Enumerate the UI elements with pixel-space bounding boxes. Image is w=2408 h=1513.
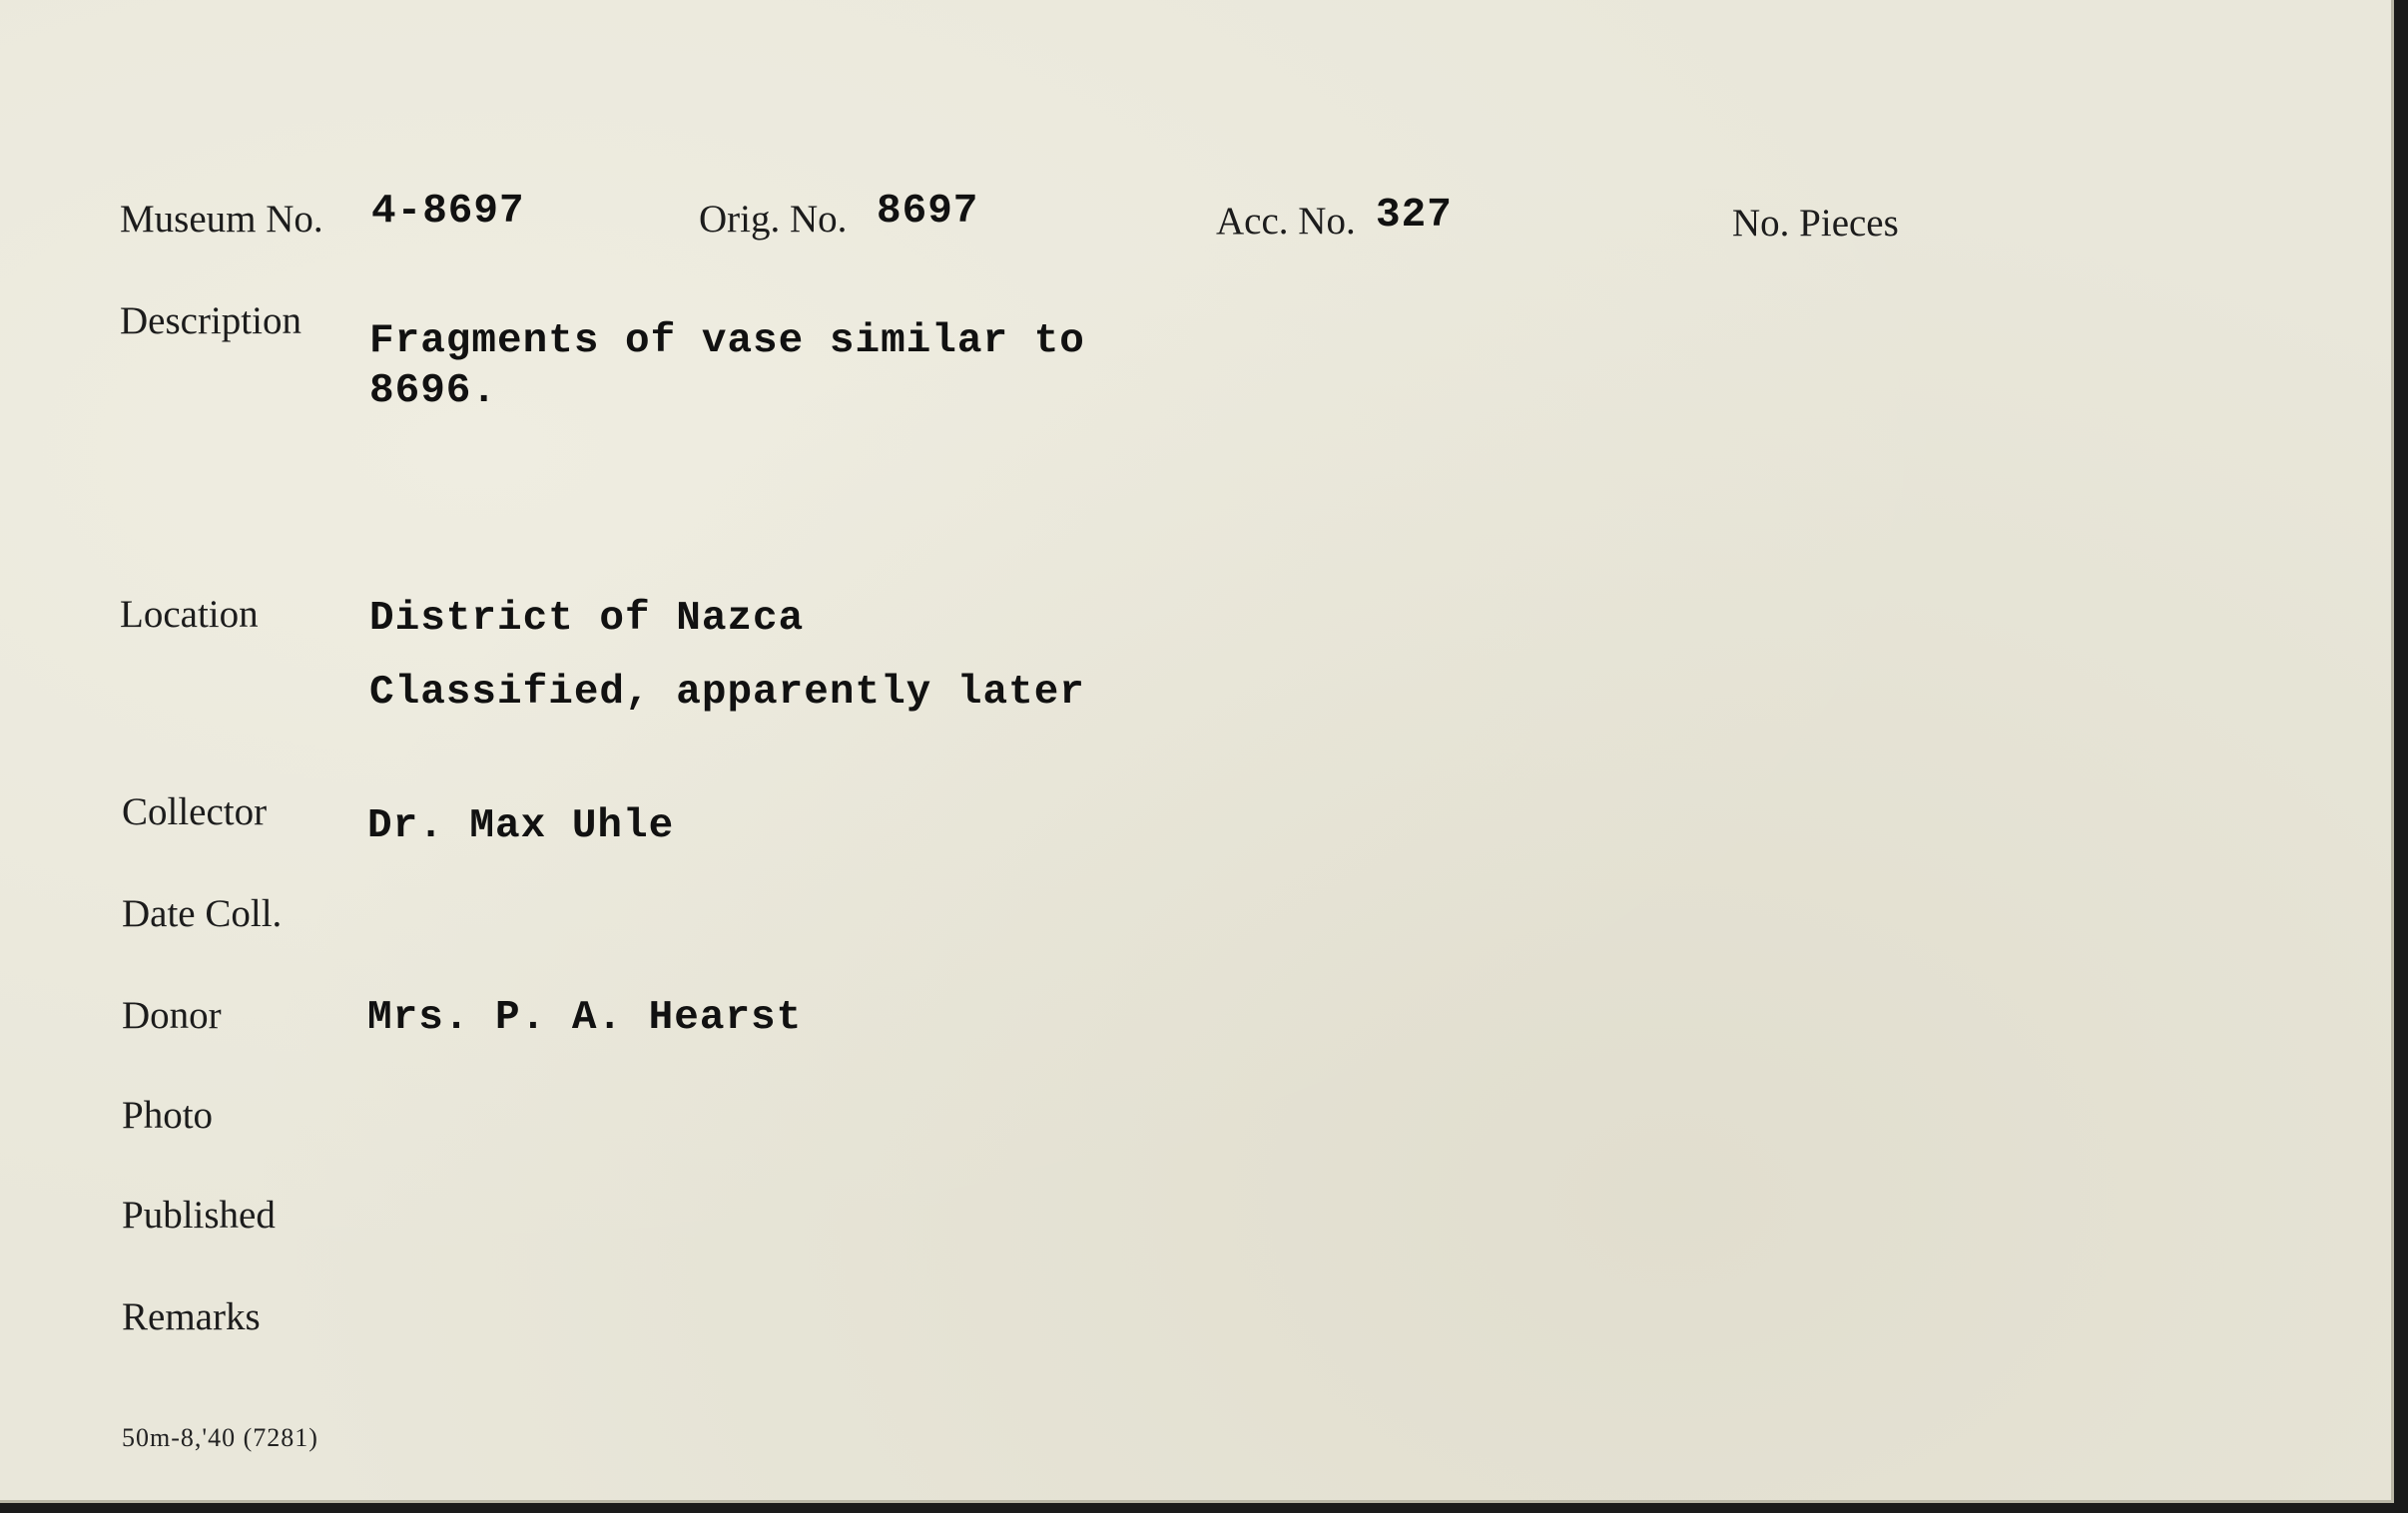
museum-no-label: Museum No. (120, 198, 323, 241)
location-value-line1: District of Nazca (369, 596, 805, 642)
date-coll-label: Date Coll. (122, 892, 283, 935)
no-pieces-label: No. Pieces (1732, 202, 1899, 245)
collector-value: Dr. Max Uhle (367, 803, 675, 849)
donor-value: Mrs. P. A. Hearst (367, 995, 803, 1041)
location-value-line2: Classified, apparently later (369, 670, 1085, 716)
acc-no-label: Acc. No. (1216, 200, 1356, 243)
acc-no-value: 327 (1376, 193, 1453, 239)
published-label: Published (122, 1194, 276, 1237)
orig-no-label: Orig. No. (699, 198, 848, 241)
description-label: Description (120, 299, 301, 342)
photo-label: Photo (122, 1094, 214, 1137)
description-value-line1: Fragments of vase similar to (369, 318, 1085, 364)
description-value-line2: 8696. (369, 368, 498, 414)
donor-label: Donor (122, 994, 222, 1037)
orig-no-value: 8697 (877, 189, 979, 235)
location-label: Location (120, 593, 259, 636)
museum-no-value: 4-8697 (371, 189, 525, 235)
collector-label: Collector (122, 790, 268, 833)
print-code-footer: 50m-8,'40 (7281) (122, 1423, 318, 1452)
remarks-label: Remarks (122, 1295, 261, 1338)
